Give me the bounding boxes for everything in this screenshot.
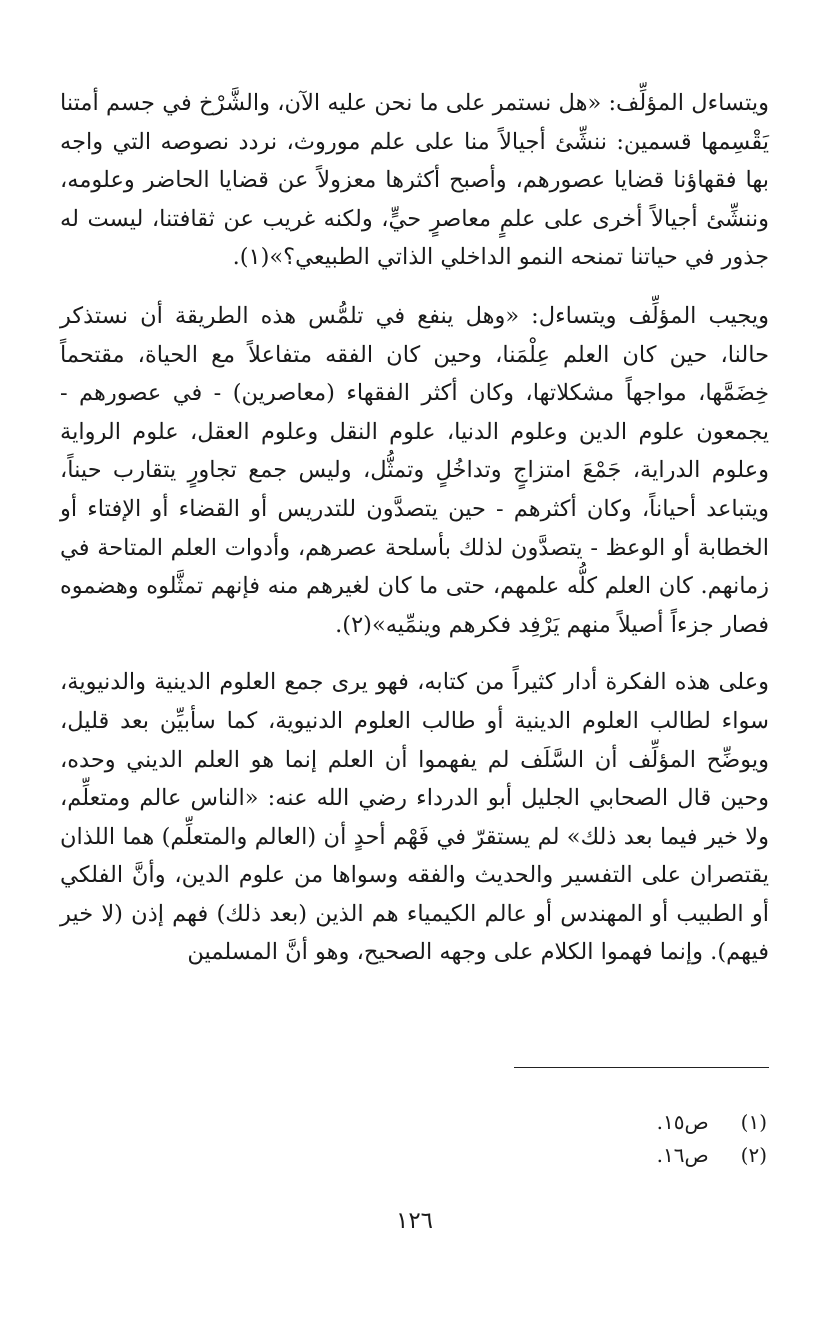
footnote-text: ص١٦. <box>656 1143 709 1167</box>
paragraph-3: وعلى هذه الفكرة أدار كثيراً من كتابه، فهو يرى جمع العلوم الدينية والدنيوية، سواء لطالب العلوم الدينية أو طالب العلوم الدنيوية، كما سأبيِّن بعد قليل، ويوضِّح المؤلِّف أن السَّلَف لم يفهموا أن العلم إنما هو العلم الديني وحده، وحين قال الصحابي الجليل أبو الدرداء رضي الله عنه: «الناس عالم ومتعلِّم، ولا خير فيما بعد ذلك» لم يستقرّ في فَهْم أحدٍ أن (العالم والمتعلِّم) هما اللذان يقتصران على التفسير والحديث والفقه وسواها من علوم الدين، وأنَّ الفلكي أو الطبيب أو المهندس أو عالم الكيمياء هم الذين (بعد ذلك) فهم إذن (لا خير فيهم). وإنما فهموا الكلام على وجهه الصحيح، وهو أنَّ المسلمين <box>60 669 769 966</box>
paragraph-2: ويجيب المؤلِّف ويتساءل: «وهل ينفع في تلمُّس هذه الطريقة أن نستذكر حالنا، حين كان العلم عِلْمَنا، وحين كان الفقه متفاعلاً مع الحياة، مقتحماً خِضَمَّها، مواجهاً مشكلاتها، وكان أكثر الفقهاء (معاصرين) - في عصورهم - يجمعون علوم الدين وعلوم الدنيا، علوم النقل وعلوم العقل، علوم الرواية وعلوم الدراية، جَمْعَ امتزاجٍ وتداخُلٍ وتمثُّل، وليس جمع تجاورٍ يتقارب حيناً، ويتباعد أحياناً، وكان أكثرهم - حين يتصدَّون للتدريس أو القضاء أو الإفتاء أو الخطابة أو الوعظ - يتصدَّون لذلك بأسلحة عصرهم، وأدوات العلم المتاحة في زمانهم. كان العلم كلُّه علمهم، حتى ما كان لغيرهم منه فإنهم تمثَّلوه وهضموه فصار جزءاً أصيلاً منهم يَرْفِد فكرهم وينمِّيه»(٢). <box>60 302 769 638</box>
footnote-1 <box>60 1106 767 1139</box>
page-number: ١٢٦ <box>395 1208 434 1234</box>
footnote-2 <box>60 1139 767 1172</box>
footnote-number: (١) <box>740 1110 767 1134</box>
footnotes <box>60 1106 767 1172</box>
footnote-text: ص١٥. <box>656 1110 709 1134</box>
paragraph-1: ويتساءل المؤلِّف: «هل نستمر على ما نحن عليه الآن، والشَّرْخ في جسم أمتنا يَقْسِمها قسمين: ننشِّئ أجيالاً منا على علم موروث، نردد نصوصه التي واجه بها فقهاؤنا قضايا عصورهم، وأصبح أكثرها معزولاً عن قضايا الحاضر وعلومه، وننشِّئ أجيالاً أخرى على علمٍ معاصرٍ حيٍّ، ولكنه غريب عن ثقافتنا، ليست له جذور في حياتنا تمنحه النمو الداخلي الذاتي الطبيعي؟»(١). <box>60 90 769 271</box>
footnote-divider <box>514 1067 769 1068</box>
footnote-number: (٢) <box>740 1143 767 1167</box>
